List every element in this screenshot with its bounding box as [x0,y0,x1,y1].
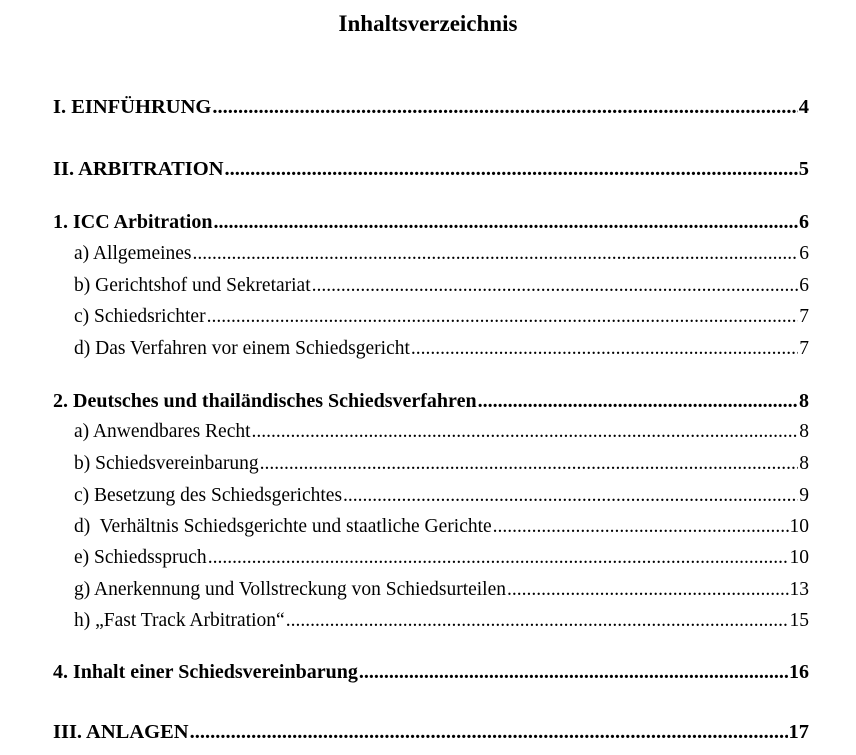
toc-entry-page: 15 [789,610,809,631]
toc-entry-page: 4 [798,96,809,118]
toc-entry-title: b) Gerichtshof und Sekretariat [74,275,311,296]
toc-entry-title: h) „Fast Track Arbitration“ [74,610,285,631]
toc-dot-leader [507,579,788,601]
toc-entry-schiedsrichter[interactable] [0,306,856,328]
toc-dot-leader [207,306,799,328]
toc-dot-leader [213,211,798,234]
toc-dot-leader [286,610,789,632]
toc-entry-verfahren[interactable] [0,338,856,360]
toc-entry-page: 9 [799,485,809,506]
toc-entry-allgemeines[interactable] [0,243,856,265]
toc-dot-leader [312,275,799,297]
toc-dot-leader [190,721,788,744]
toc-entry-page: 10 [789,516,809,537]
toc-entry-einfuehrung[interactable] [0,96,856,119]
toc-entry-title: d) Verhältnis Schiedsgerichte und staatliche Gerichte [74,516,492,537]
toc-entry-gerichtshof[interactable] [0,275,856,297]
toc-entry-icc-arbitration[interactable] [0,211,856,234]
toc-dot-leader [260,453,799,475]
toc-entry-page: 6 [799,275,809,296]
toc-dot-leader [359,661,788,684]
toc-entry-schiedsspruch[interactable] [0,547,856,569]
toc-entry-title: c) Besetzung des Schiedsgerichtes [74,485,343,506]
toc-entry-title: e) Schiedsspruch [74,547,207,568]
toc-entry-page: 8 [799,390,809,412]
toc-entry-page: 17 [788,721,809,743]
toc-entry-page: 10 [789,547,809,568]
toc-entry-page: 7 [799,306,809,327]
toc-entry-deutsches-thailaendisches[interactable] [0,390,856,413]
toc-dot-leader [212,96,797,119]
toc-entry-inhalt-schiedsvereinbarung[interactable] [0,661,856,684]
toc-entry-schiedsvereinbarung[interactable] [0,453,856,475]
toc-entry-page: 8 [799,421,809,442]
toc-entry-anlagen[interactable] [0,721,856,744]
page-title: Inhaltsverzeichnis [338,11,518,36]
toc-entry-title: c) Schiedsrichter [74,306,206,327]
toc-dot-leader [343,485,798,507]
toc-entry-besetzung[interactable] [0,485,856,507]
toc-entry-page: 5 [798,158,809,180]
toc-entry-fast-track[interactable] [0,610,856,632]
toc-dot-leader [225,158,798,181]
toc-entry-title: 4. Inhalt einer Schiedsvereinbarung [53,661,358,683]
toc-dot-leader [478,390,798,413]
toc-entry-anwendbares-recht[interactable] [0,421,856,443]
toc-entry-page: 16 [789,661,809,683]
toc-entry-title: 2. Deutsches und thailändisches Schiedsverfahren [53,390,477,412]
toc-entry-page: 6 [799,243,809,264]
toc-entry-verhaeltnis[interactable] [0,516,856,538]
toc-entry-title: g) Anerkennung und Vollstreckung von Schiedsurteilen [74,579,507,600]
toc-entry-page: 8 [799,453,809,474]
toc-dot-leader [411,338,798,360]
toc-entry-title: 1. ICC Arbitration [53,211,213,233]
toc-entry-title: a) Anwendbares Recht [74,421,251,442]
toc-entry-title: b) Schiedsvereinbarung [74,453,259,474]
toc-dot-leader [193,243,799,265]
toc-entry-title: II. ARBITRATION [53,158,224,180]
toc-entry-title: III. ANLAGEN [53,721,189,743]
toc-entry-arbitration[interactable] [0,158,856,181]
toc-dot-leader [208,547,789,569]
toc-entry-title: d) Das Verfahren vor einem Schiedsgericht [74,338,410,359]
toc-dot-leader [493,516,789,538]
toc-entry-title: I. EINFÜHRUNG [53,96,212,118]
toc-entry-anerkennung[interactable] [0,579,856,601]
toc-dot-leader [252,421,799,443]
toc-entry-title: a) Allgemeines [74,243,192,264]
toc-entry-page: 6 [799,211,809,233]
toc-entry-page: 7 [799,338,809,359]
toc-entry-page: 13 [789,579,809,600]
